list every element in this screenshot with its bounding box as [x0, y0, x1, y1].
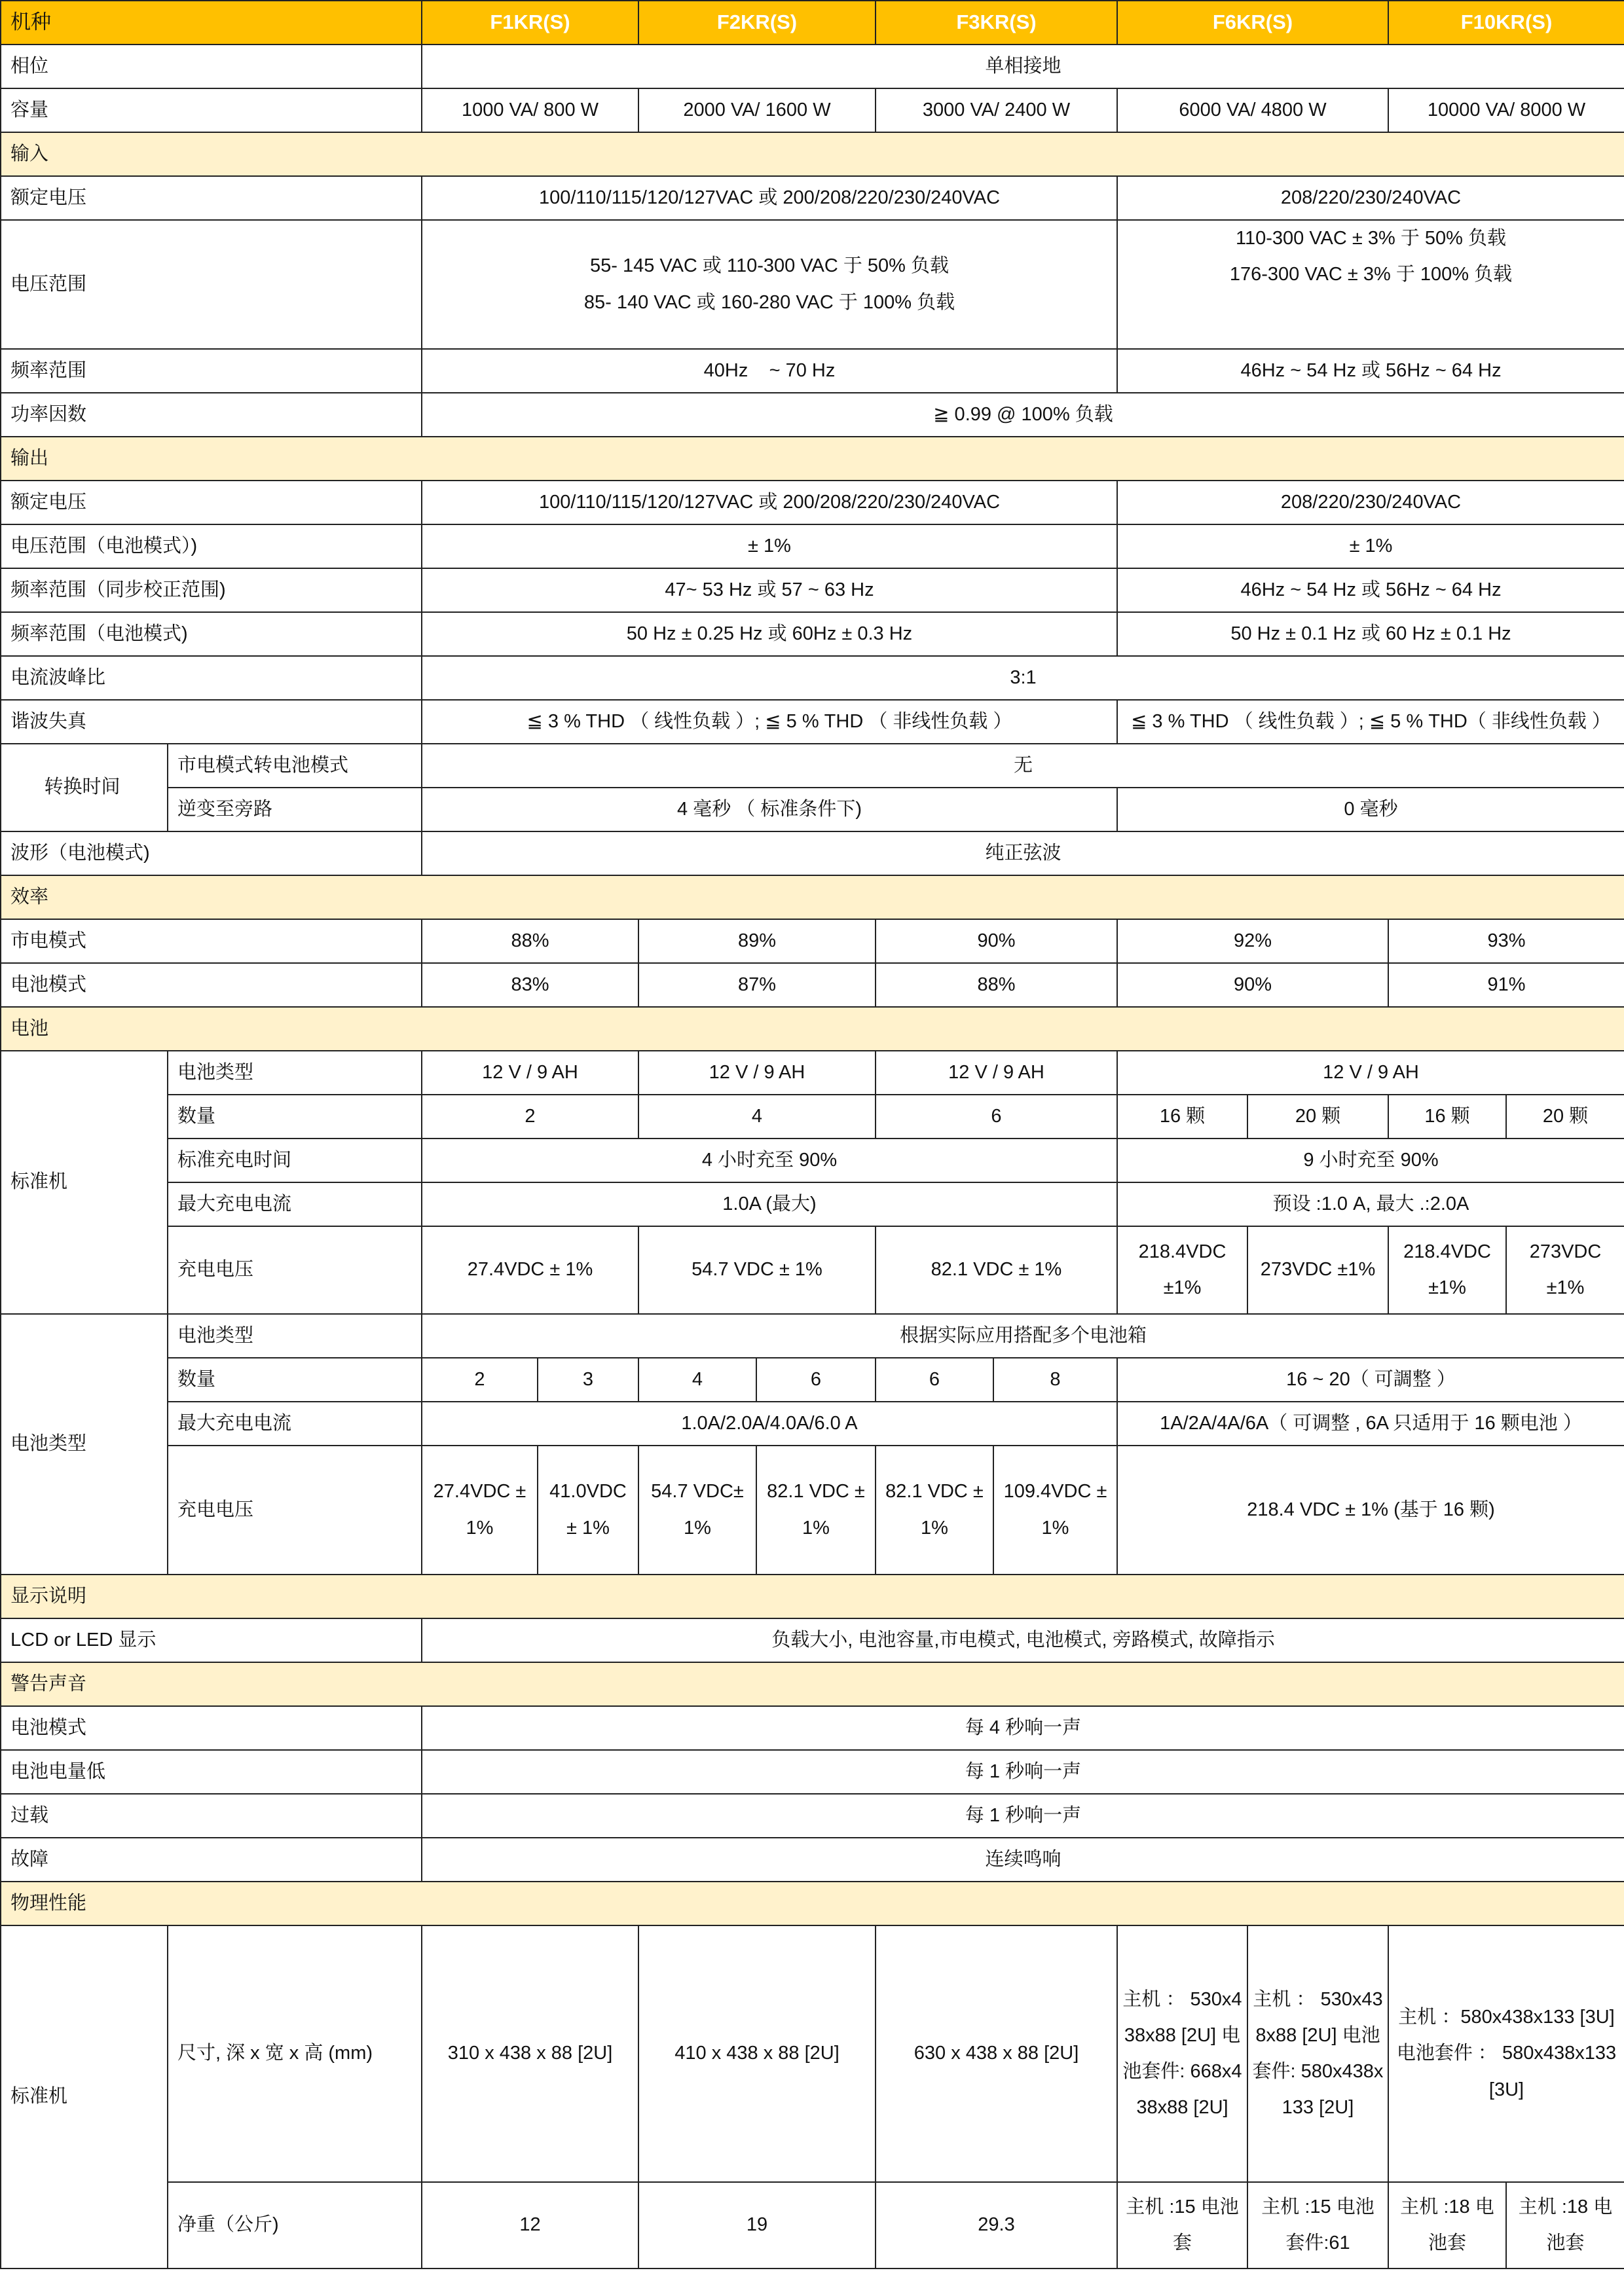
capacity-f1: 1000 VA/ 800 W — [422, 88, 638, 132]
lr-battery-qty-row — [1, 1358, 1624, 1402]
section-battery — [1, 1007, 1624, 1051]
thd-label: 谐波失真 — [1, 700, 422, 744]
std-battery-qty-f1: 2 — [422, 1095, 638, 1139]
lcd-label: LCD or LED 显示 — [1, 1618, 422, 1662]
alarm-battery-mode-label: 电池模式 — [1, 1706, 422, 1750]
input-frequency-low: 40Hz ~ 70 Hz — [422, 349, 1117, 393]
efficiency-battery-f3: 88% — [876, 963, 1117, 1007]
std-battery-qty-f10a: 16 颗 — [1388, 1095, 1506, 1139]
transfer-inv-to-bypass-row — [1, 788, 1624, 831]
model-f2kr: F2KR(S) — [638, 1, 876, 45]
alarm-row — [1, 1750, 1624, 1794]
input-rated-voltage-high: 208/220/230/240VAC — [1117, 176, 1624, 220]
lr-max-current-high: 1A/2A/4A/6A（ 可调整 , 6A 只适用于 16 颗电池 ） — [1117, 1402, 1624, 1446]
crest-factor-value: 3:1 — [422, 656, 1624, 700]
efficiency-battery-label: 电池模式 — [1, 963, 422, 1007]
input-voltage-range-low — [422, 220, 1117, 349]
output-voltage-range-high: ± 1% — [1117, 524, 1624, 568]
std-max-current-label: 最大充电电流 — [168, 1182, 422, 1226]
thd-low: ≦ 3 % THD （ 线性负载 ）; ≦ 5 % THD （ 非线性负载 ） — [422, 700, 1117, 744]
lr-battery-qty-7: 16 ~ 20（ 可調整 ） — [1117, 1358, 1624, 1402]
lr-charge-voltage-row — [1, 1446, 1624, 1575]
thd-row — [1, 700, 1624, 744]
section-efficiency-title: 效率 — [1, 875, 1624, 919]
std-charge-voltage-f6b: 273VDC ±1% — [1247, 1226, 1388, 1314]
model-label: 机种 — [1, 1, 422, 45]
input-frequency-high: 46Hz ~ 54 Hz 或 56Hz ~ 64 Hz — [1117, 349, 1624, 393]
transfer-time-label: 转换时间 — [1, 744, 168, 831]
output-rated-voltage-high: 208/220/230/240VAC — [1117, 481, 1624, 524]
std-max-current-low: 1.0A (最大) — [422, 1182, 1117, 1226]
std-battery-qty-label: 数量 — [168, 1095, 422, 1139]
std-charge-voltage-label: 充电电压 — [168, 1226, 422, 1314]
section-efficiency — [1, 875, 1624, 919]
input-frequency-label: 频率范围 — [1, 349, 422, 393]
efficiency-ac-label: 市电模式 — [1, 919, 422, 963]
input-voltage-range-low-line1: 55- 145 VAC 或 110-300 VAC 于 50% 负载 — [589, 255, 950, 277]
output-freq-battery-high: 50 Hz ± 0.1 Hz 或 60 Hz ± 0.1 Hz — [1117, 612, 1624, 656]
transfer-ac-to-batt-value: 无 — [422, 744, 1624, 788]
efficiency-battery-f10: 91% — [1388, 963, 1624, 1007]
input-voltage-range-low-line2: 85- 140 VAC 或 160-280 VAC 于 100% 负载 — [583, 291, 955, 313]
section-input — [1, 132, 1624, 176]
input-voltage-range-row — [1, 220, 1624, 349]
std-max-current-high: 预设 :1.0 A, 最大 .:2.0A — [1117, 1182, 1624, 1226]
output-freq-battery-row — [1, 612, 1624, 656]
section-display-title: 显示说明 — [1, 1575, 1624, 1618]
std-charge-time-row — [1, 1139, 1624, 1182]
dimensions-f10: 主机 ：580x438x133 [3U] 电池套件 ： 580x438x133 [3U] — [1388, 1925, 1624, 2182]
std-battery-qty-f3: 6 — [876, 1095, 1117, 1139]
output-freq-battery-label: 频率范围（电池模式) — [1, 612, 422, 656]
efficiency-battery-f1: 83% — [422, 963, 638, 1007]
std-battery-qty-f10b: 20 颗 — [1506, 1095, 1624, 1139]
output-rated-voltage-label: 额定电压 — [1, 481, 422, 524]
dimensions-f2: 410 x 438 x 88 [2U] — [638, 1925, 876, 2182]
std-battery-qty-f2: 4 — [638, 1095, 876, 1139]
section-physical-title: 物理性能 — [1, 1882, 1624, 1925]
weight-row — [1, 2182, 1624, 2269]
lr-battery-qty-4: 6 — [756, 1358, 876, 1402]
input-voltage-range-high — [1117, 220, 1624, 349]
input-voltage-range-high-line1: 110-300 VAC ± 3% 于 50% 负载 — [1236, 228, 1506, 249]
efficiency-ac-f2: 89% — [638, 919, 876, 963]
output-freq-sync-low: 47~ 53 Hz 或 57 ~ 63 Hz — [422, 568, 1117, 612]
model-f3kr: F3KR(S) — [876, 1, 1117, 45]
transfer-inv-to-bypass-low: 4 毫秒 （ 标准条件下) — [422, 788, 1117, 831]
transfer-ac-to-batt-label: 市电模式转电池模式 — [168, 744, 422, 788]
capacity-f10: 10000 VA/ 8000 W — [1388, 88, 1624, 132]
section-output — [1, 437, 1624, 481]
section-alarm-title: 警告声音 — [1, 1662, 1624, 1706]
alarm-overload-label: 过载 — [1, 1794, 422, 1838]
output-freq-sync-high: 46Hz ~ 54 Hz 或 56Hz ~ 64 Hz — [1117, 568, 1624, 612]
lcd-value: 负载大小, 电池容量,市电模式, 电池模式, 旁路模式, 故障指示 — [422, 1618, 1624, 1662]
crest-factor-label: 电流波峰比 — [1, 656, 422, 700]
crest-factor-row — [1, 656, 1624, 700]
output-freq-sync-row — [1, 568, 1624, 612]
weight-f10a: 主机 :18 电池套 — [1388, 2182, 1506, 2269]
alarm-row — [1, 1794, 1624, 1838]
efficiency-ac-f10: 93% — [1388, 919, 1624, 963]
weight-f1: 12 — [422, 2182, 638, 2269]
lr-battery-qty-3: 4 — [638, 1358, 756, 1402]
alarm-row — [1, 1838, 1624, 1882]
alarm-battery-mode-value: 每 4 秒响一声 — [422, 1706, 1624, 1750]
efficiency-battery-row — [1, 963, 1624, 1007]
weight-f6b: 主机 :15 电池套件:61 — [1247, 2182, 1388, 2269]
phase-value: 单相接地 — [422, 45, 1624, 88]
section-output-title: 输出 — [1, 437, 1624, 481]
lr-battery-type-label: 电池类型 — [168, 1314, 422, 1358]
lr-battery-qty-5: 6 — [876, 1358, 993, 1402]
alarm-row — [1, 1706, 1624, 1750]
std-battery-qty-f6b: 20 颗 — [1247, 1095, 1388, 1139]
efficiency-ac-row — [1, 919, 1624, 963]
weight-f2: 19 — [638, 2182, 876, 2269]
dimensions-f6b: 主机 ： 530x438x88 [2U] 电池套件: 580x438x133 [2U] — [1247, 1925, 1388, 2182]
waveform-label: 波形（电池模式) — [1, 831, 422, 875]
lr-battery-qty-1: 2 — [422, 1358, 538, 1402]
std-charge-voltage-f1: 27.4VDC ± 1% — [422, 1226, 638, 1314]
std-max-current-row — [1, 1182, 1624, 1226]
lr-charge-voltage-4: 82.1 VDC ± 1% — [756, 1446, 876, 1575]
dimensions-f3: 630 x 438 x 88 [2U] — [876, 1925, 1117, 2182]
std-charge-voltage-f3: 82.1 VDC ± 1% — [876, 1226, 1117, 1314]
std-charge-time-low: 4 小时充至 90% — [422, 1139, 1117, 1182]
std-charge-time-label: 标准充电时间 — [168, 1139, 422, 1182]
section-input-title: 输入 — [1, 132, 1624, 176]
std-charge-voltage-row — [1, 1226, 1624, 1314]
std-battery-type-label: 电池类型 — [168, 1051, 422, 1095]
lcd-row — [1, 1618, 1624, 1662]
std-battery-type-f1: 12 V / 9 AH — [422, 1051, 638, 1095]
model-f10kr: F10KR(S) — [1388, 1, 1624, 45]
lr-charge-voltage-label: 充电电压 — [168, 1446, 422, 1575]
model-f1kr: F1KR(S) — [422, 1, 638, 45]
alarm-fault-label: 故障 — [1, 1838, 422, 1882]
std-charge-time-high: 9 小时充至 90% — [1117, 1139, 1624, 1182]
power-factor-value: ≧ 0.99 @ 100% 负载 — [422, 393, 1624, 437]
capacity-f6: 6000 VA/ 4800 W — [1117, 88, 1388, 132]
weight-f6a: 主机 :15 电池套 — [1117, 2182, 1247, 2269]
std-battery-qty-f6a: 16 颗 — [1117, 1095, 1247, 1139]
output-voltage-range-label: 电压范围（电池模式）) — [1, 524, 422, 568]
input-voltage-range-label: 电压范围 — [1, 220, 422, 349]
dimensions-f1: 310 x 438 x 88 [2U] — [422, 1925, 638, 2182]
lr-charge-voltage-3: 54.7 VDC± 1% — [638, 1446, 756, 1575]
std-charge-voltage-f2: 54.7 VDC ± 1% — [638, 1226, 876, 1314]
header-row — [1, 1, 1624, 45]
section-physical — [1, 1882, 1624, 1925]
dimensions-label: 尺寸, 深 x 宽 x 高 (mm) — [168, 1925, 422, 2182]
capacity-row — [1, 88, 1624, 132]
transfer-inv-to-bypass-high: 0 毫秒 — [1117, 788, 1624, 831]
lr-battery-type-row — [1, 1314, 1624, 1358]
efficiency-battery-f6: 90% — [1117, 963, 1388, 1007]
alarm-low-battery-label: 电池电量低 — [1, 1750, 422, 1794]
capacity-f2: 2000 VA/ 1600 W — [638, 88, 876, 132]
lr-max-current-low: 1.0A/2.0A/4.0A/6.0 A — [422, 1402, 1117, 1446]
std-charge-voltage-f10a: 218.4VDC ±1% — [1388, 1226, 1506, 1314]
weight-f3: 29.3 — [876, 2182, 1117, 2269]
lr-charge-voltage-2: 41.0VDC ± 1% — [538, 1446, 638, 1575]
model-f6kr: F6KR(S) — [1117, 1, 1388, 45]
thd-high: ≦ 3 % THD （ 线性负载 ）; ≦ 5 % THD（ 非线性负载 ） — [1117, 700, 1624, 744]
output-voltage-range-row — [1, 524, 1624, 568]
input-rated-voltage-label: 额定电压 — [1, 176, 422, 220]
section-display — [1, 1575, 1624, 1618]
capacity-label: 容量 — [1, 88, 422, 132]
lr-max-current-row — [1, 1402, 1624, 1446]
lr-charge-voltage-1: 27.4VDC ± 1% — [422, 1446, 538, 1575]
dimensions-f6a: 主机 ： 530x438x88 [2U] 电池套件: 668x438x88 [2U] — [1117, 1925, 1247, 2182]
lr-battery-qty-6: 8 — [993, 1358, 1117, 1402]
lr-battery-qty-2: 3 — [538, 1358, 638, 1402]
efficiency-ac-f6: 92% — [1117, 919, 1388, 963]
efficiency-ac-f3: 90% — [876, 919, 1117, 963]
output-rated-voltage-row — [1, 481, 1624, 524]
std-battery-qty-row — [1, 1095, 1624, 1139]
capacity-f3: 3000 VA/ 2400 W — [876, 88, 1117, 132]
waveform-row — [1, 831, 1624, 875]
phase-row — [1, 45, 1624, 88]
physical-group-label: 标准机 — [1, 1925, 168, 2269]
efficiency-battery-f2: 87% — [638, 963, 876, 1007]
std-charge-voltage-f10b: 273VDC ±1% — [1506, 1226, 1624, 1314]
power-factor-row — [1, 393, 1624, 437]
std-battery-group-label: 标准机 — [1, 1051, 168, 1314]
input-voltage-range-high-line2: 176-300 VAC ± 3% 于 100% 负载 — [1229, 264, 1513, 285]
phase-label: 相位 — [1, 45, 422, 88]
std-battery-type-f6-f10: 12 V / 9 AH — [1117, 1051, 1624, 1095]
std-battery-type-row — [1, 1051, 1624, 1095]
std-battery-type-f3: 12 V / 9 AH — [876, 1051, 1117, 1095]
alarm-overload-value: 每 1 秒响一声 — [422, 1794, 1624, 1838]
lr-battery-type-value: 根据实际应用搭配多个电池箱 — [422, 1314, 1624, 1358]
lr-charge-voltage-7: 218.4 VDC ± 1% (基于 16 颗) — [1117, 1446, 1624, 1575]
section-battery-title: 电池 — [1, 1007, 1624, 1051]
power-factor-label: 功率因数 — [1, 393, 422, 437]
efficiency-ac-f1: 88% — [422, 919, 638, 963]
lr-max-current-label: 最大充电电流 — [168, 1402, 422, 1446]
section-alarm — [1, 1662, 1624, 1706]
weight-f10b: 主机 :18 电池套 — [1506, 2182, 1624, 2269]
input-frequency-row — [1, 349, 1624, 393]
std-charge-voltage-f6a: 218.4VDC ±1% — [1117, 1226, 1247, 1314]
std-battery-type-f2: 12 V / 9 AH — [638, 1051, 876, 1095]
weight-label: 净重（公斤) — [168, 2182, 422, 2269]
output-freq-battery-low: 50 Hz ± 0.25 Hz 或 60Hz ± 0.3 Hz — [422, 612, 1117, 656]
output-freq-sync-label: 频率范围（同步校正范围) — [1, 568, 422, 612]
output-rated-voltage-low: 100/110/115/120/127VAC 或 200/208/220/230/240VAC — [422, 481, 1117, 524]
output-voltage-range-low: ± 1% — [422, 524, 1117, 568]
transfer-inv-to-bypass-label: 逆变至旁路 — [168, 788, 422, 831]
waveform-value: 纯正弦波 — [422, 831, 1624, 875]
lr-battery-group-label: 电池类型 — [1, 1314, 168, 1575]
lr-charge-voltage-5: 82.1 VDC ± 1% — [876, 1446, 993, 1575]
alarm-low-battery-value: 每 1 秒响一声 — [422, 1750, 1624, 1794]
input-rated-voltage-row — [1, 176, 1624, 220]
input-rated-voltage-low: 100/110/115/120/127VAC 或 200/208/220/230/240VAC — [422, 176, 1117, 220]
lr-charge-voltage-6: 109.4VDC ± 1% — [993, 1446, 1117, 1575]
alarm-fault-value: 连续鸣响 — [422, 1838, 1624, 1882]
dimensions-row — [1, 1925, 1624, 2182]
transfer-ac-to-batt-row — [1, 744, 1624, 788]
lr-battery-qty-label: 数量 — [168, 1358, 422, 1402]
